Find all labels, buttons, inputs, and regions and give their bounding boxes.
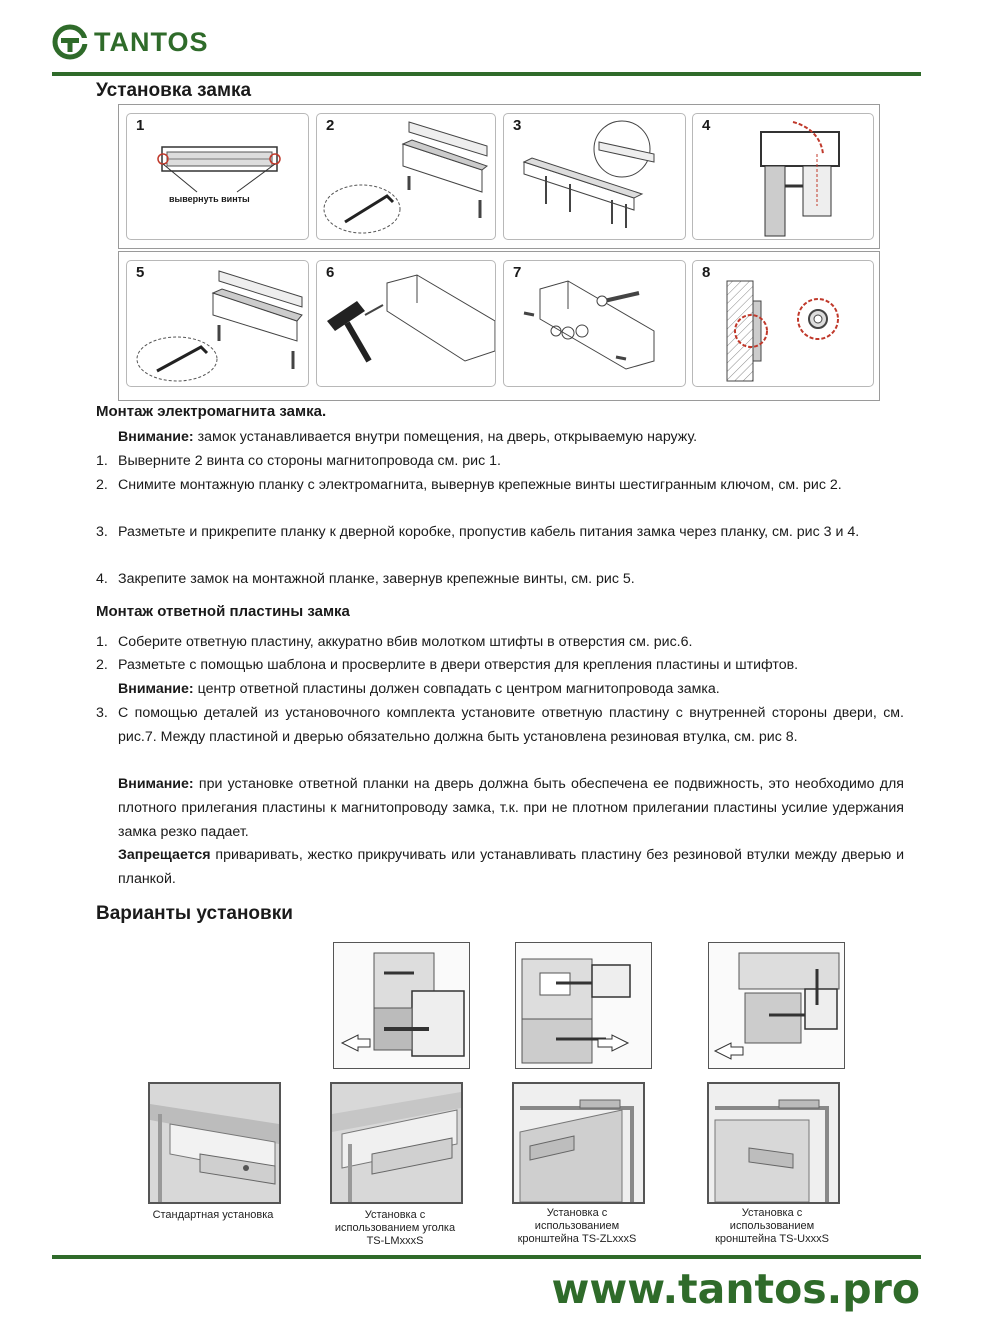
magnet-front-drawing [127,114,308,239]
list-item [96,449,904,473]
variant-diagram-zbracket [515,942,652,1069]
list-item [96,520,904,544]
variant-diagram-ubracket [708,942,845,1069]
forbid-text: приваривать, жестко прикручивать или устанавливать пластину без резиновой втулки между дверью и планкой. [118,847,904,887]
plate-assembly-drawing [504,261,685,386]
figure-1-label: вывернуть винты [169,194,250,204]
cable-routing-drawing [693,114,873,239]
pin-hammering-drawing [317,261,495,386]
list-number: 2. [96,657,108,673]
list-number: 1. [96,634,108,650]
brand-logo [52,22,262,62]
list-text: Снимите монтажную планку с электромагнита, вывернув крепежные винты шестигранным ключом, см. рис 2. [118,477,842,493]
warning-text: замок устанавливается внутри помещения, на дверь, открываемую наружу. [193,429,698,445]
list-item [96,701,904,749]
list-text: Соберите ответную пластину, аккуратно вбив молотком штифты в отверстия см. рис.6. [118,634,693,650]
list-text: Разметьте с помощью шаблона и просверлите в двери отверстия для крепления пластины и штифтов. [118,657,799,673]
z-bracket-install-photo [514,1084,643,1202]
variant-photo-angle [330,1082,463,1204]
figure-number: 4 [702,117,711,134]
figure-number: 1 [136,117,145,134]
warning-text: при установке ответной планки на дверь должна быть обеспечена ее подвижность, это необходимо для плотного прилегания пластины к магнитопроводу замка, т.к. при не плотном прилегании пластины усилие удержания замка резко падает. [118,776,904,840]
caption-ubracket: Установка с использованием кронштейна TS-UxxxS [715,1207,829,1245]
list-text: Выверните 2 винта со стороны магнитопровода см. рис 1. [118,453,501,469]
figure-8 [692,260,874,387]
list-number: 1. [96,453,108,469]
variant-photo-ubracket [707,1082,840,1204]
u-bracket-install-photo [709,1084,838,1202]
warning-note [118,772,904,844]
figure-2 [316,113,496,240]
variant-photo-standard [148,1082,281,1204]
mount-plate-heading: Монтаж ответной пластины замка [96,603,350,620]
tantos-logo-icon [52,24,88,60]
mounting-plate-drawing [504,114,685,239]
list-text: Разметьте и прикрепите планку к дверной коробке, пропустив кабель питания замка через планку, см. рис 3 и 4. [118,524,860,540]
header-divider [52,72,921,76]
variant-photo-zbracket [512,1082,645,1204]
figure-5 [126,260,309,387]
angle-install-photo [332,1084,461,1202]
warning-label: Внимание: [118,776,194,792]
caption-zbracket: Установка с использованием кронштейна TS-ZLxxxS [517,1207,637,1245]
brand-name: TANTOS [94,26,209,57]
magnet-mounting-drawing [127,261,308,386]
list-text: С помощью деталей из установочного комплекта установите ответную пластину с внутренней стороны двери, см. рис.7. Между пластиной и дверью обязательно должна быть установлена резиновая втулка, см. рис 8. [118,705,904,745]
warning-text: центр ответной пластины должен совпадать с центром магнитопровода замка. [193,681,720,697]
caption-angle: Установка с использованием уголка TS-LMxxxS [334,1209,456,1247]
list-number: 3. [96,524,108,540]
u-bracket-section-drawing [709,943,844,1068]
figure-7 [503,260,686,387]
list-item [96,567,904,591]
rubber-bushing-drawing [693,261,873,386]
website-link[interactable]: www.tantos.pro [551,1265,920,1313]
caption-standard: Стандартная установка [152,1209,274,1221]
warning-label: Внимание: [118,429,194,445]
forbid-note [118,843,904,891]
figure-number: 5 [136,264,145,281]
list-item [96,653,904,677]
figure-number: 8 [702,264,711,281]
list-number: 3. [96,705,108,721]
figure-1 [126,113,309,240]
list-item [96,473,904,497]
install-title: Установка замка [96,80,252,101]
list-text: Закрепите замок на монтажной планке, завернув крепежные винты, см. рис 5. [118,571,635,587]
figure-number: 6 [326,264,335,281]
warning-note [118,677,904,701]
mount-electromagnet-heading: Монтаж электромагнита замка. [96,403,327,420]
figure-6 [316,260,496,387]
figure-3 [503,113,686,240]
forbid-label: Запрещается [118,847,211,863]
figure-number: 2 [326,117,335,134]
list-number: 2. [96,477,108,493]
angle-bracket-section-drawing [334,943,469,1068]
footer-divider [52,1255,921,1259]
warning-note [118,425,908,449]
z-bracket-section-drawing [516,943,651,1068]
standard-install-photo [150,1084,279,1202]
figure-number: 7 [513,264,522,281]
warning-label: Внимание: [118,681,194,697]
variants-title: Варианты установки [96,903,293,924]
figure-number: 3 [513,117,522,134]
list-item [96,630,904,654]
list-number: 4. [96,571,108,587]
magnet-plate-removal-drawing [317,114,495,239]
variant-diagram-angle [333,942,470,1069]
figure-4 [692,113,874,240]
